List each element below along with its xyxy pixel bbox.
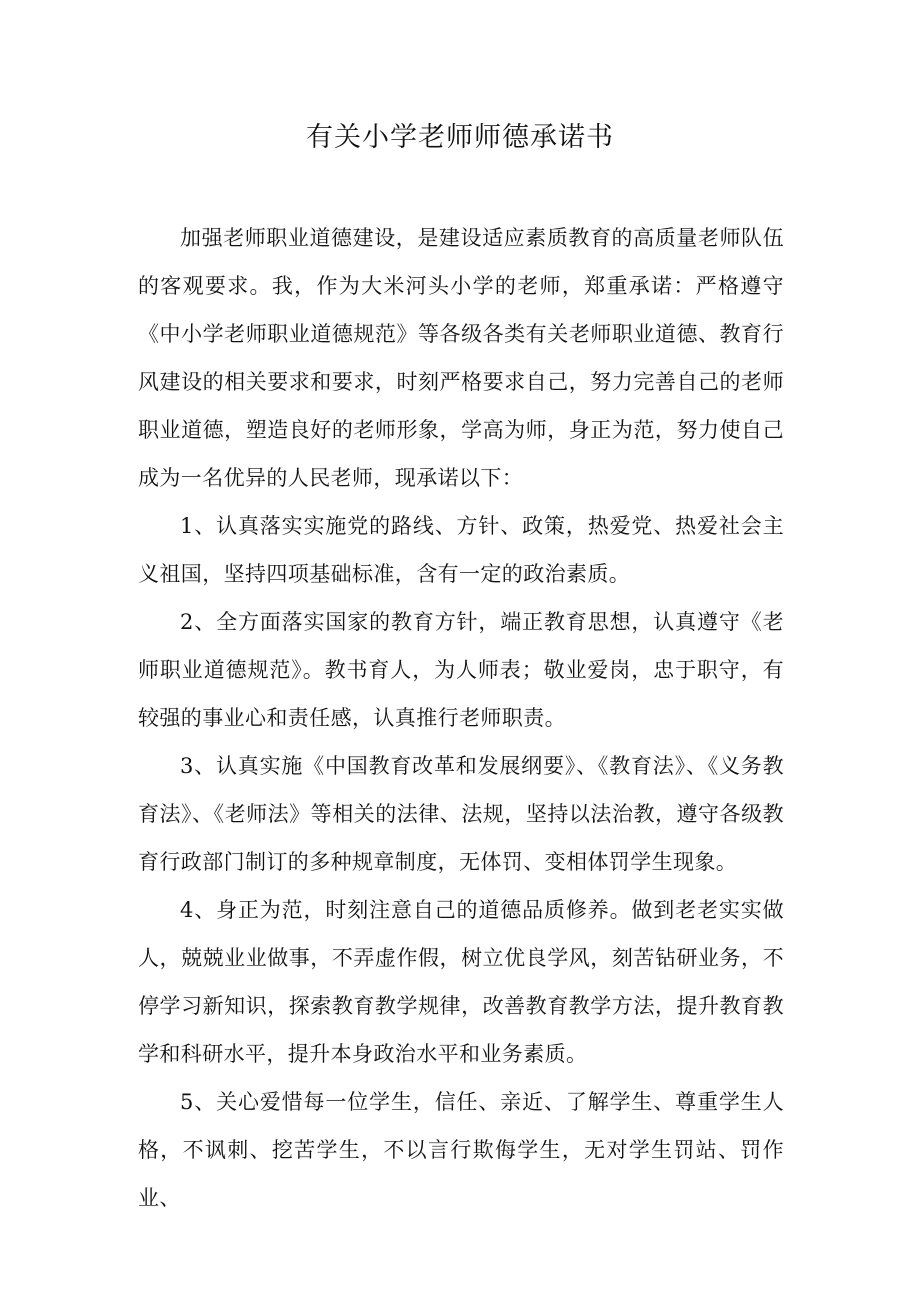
document-body [138, 214, 784, 1222]
pledge-item-2: 2、全方面落实国家的教育方针，端正教育思想，认真遵守《老师职业道德规范》。教书育人，为人师表；敬业爱岗，忠于职守，有较强的事业心和责任感，认真推行老师职责。 [138, 610, 784, 730]
pledge-item-1: 1、认真落实实施党的路线、方针、政策，热爱党、热爱社会主义祖国，坚持四项基础标准，含有一定的政治素质。 [138, 514, 784, 586]
document-title: 有关小学老师师德承诺书 [306, 122, 614, 153]
pledge-item-5: 5、关心爱惜每一位学生，信任、亲近、了解学生、尊重学生人格，不讽刺、挖苦学生，不以言行欺侮学生，无对学生罚站、罚作业、 [138, 1090, 784, 1210]
pledge-item-3: 3、认真实施《中国教育改革和发展纲要》、《教育法》、《义务教育法》、《老师法》等相关的法律、法规，坚持以法治教，遵守各级教育行政部门制订的多种规章制度，无体罚、变相体罚学生现象。 [138, 754, 784, 874]
pledge-item-4: 4、身正为范，时刻注意自己的道德品质修养。做到老老实实做人，兢兢业业做事，不弄虚作假，树立优良学风，刻苦钻研业务，不停学习新知识，探索教育教学规律，改善教育教学方法，提升教育教学和科研水平，提升本身政治水平和业务素质。 [138, 898, 784, 1066]
intro-paragraph: 加强老师职业道德建设，是建设适应素质教育的高质量老师队伍的客观要求。我，作为大米河头小学的老师，郑重承诺：严格遵守《中小学老师职业道德规范》等各级各类有关老师职业道德、教育行风建设的相关要求和要求，时刻严格要求自己，努力完善自己的老师职业道德，塑造良好的老师形象，学高为师，身正为范，努力使自己成为一名优异的人民老师，现承诺以下： [138, 226, 784, 490]
